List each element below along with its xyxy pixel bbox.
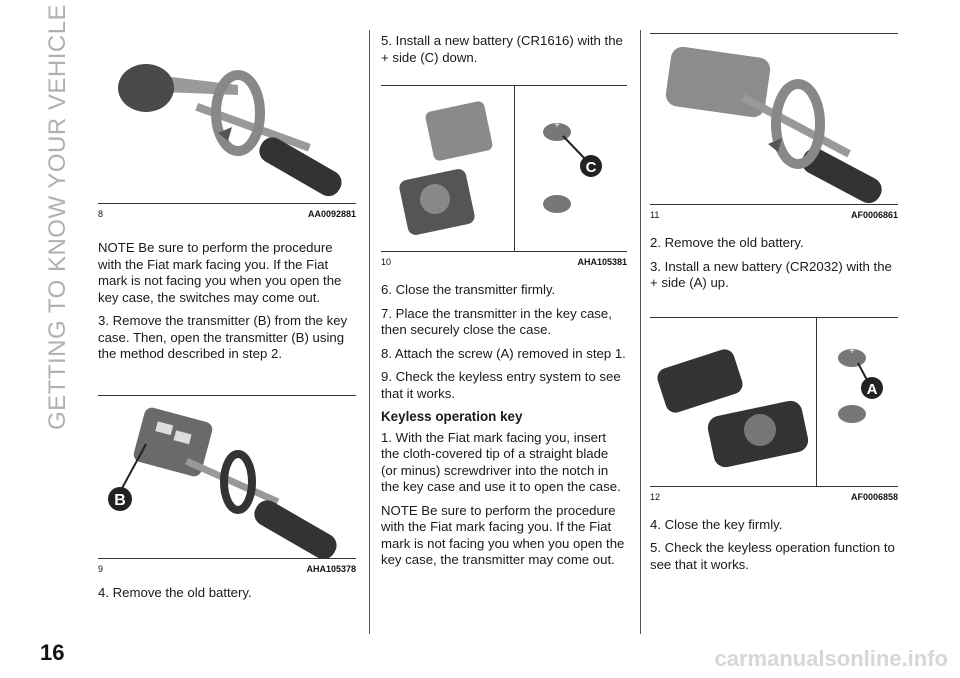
transmitter-screwdriver-illustration (98, 396, 356, 558)
step-8-paragraph: 8. Attach the screw (A) removed in step 1. (381, 345, 626, 361)
figure-code: AHA105381 (577, 257, 627, 267)
figure-12 (650, 317, 898, 502)
plus-marking: + (554, 120, 560, 131)
figure-number: 10 (381, 257, 392, 267)
figure-number: 11 (650, 210, 660, 220)
keyless-battery-illustration (650, 318, 898, 486)
step-7-paragraph: 7. Place the transmitter in the key case, then securely close the case. (381, 305, 612, 337)
step-6-paragraph: 6. Close the transmitter firmly. (381, 282, 556, 297)
battery-install-illustration (381, 86, 627, 251)
plus-marking: + (849, 345, 855, 357)
step-3-paragraph: 3. Remove the transmitter (B) from the key case. Then, open the transmitter (B) using the method described in step 2. (98, 313, 348, 361)
step-2-paragraph: 2. Remove the old battery. (650, 235, 804, 250)
column-2 (381, 33, 627, 576)
column-divider-1 (369, 30, 370, 634)
section-heading: Keyless operation key (381, 409, 523, 424)
figure-code: AA0092881 (307, 209, 356, 219)
keyless-step-1-paragraph: 1. With the Fiat mark facing you, insert the cloth-covered tip of a straight blade (or minus) screwdriver into the notch in the key case and use it to open the case. (381, 429, 621, 494)
step-5-paragraph: 5. Check the keyless operation function to see that it works. (650, 540, 895, 572)
column-1 (98, 33, 356, 608)
callout-label-b: B (114, 491, 126, 509)
callout-label-c: C (585, 159, 597, 176)
keyless-note-paragraph: NOTE Be sure to perform the procedure with the Fiat mark facing you. If the Fiat mark is not facing you when you open the key case, the transmitter may come out. (381, 502, 625, 567)
watermark: carmanualsonline.info (714, 646, 948, 671)
section-side-tab: GETTING TO KNOW YOUR VEHICLE (44, 3, 71, 430)
figure-11 (650, 33, 898, 220)
figure-10 (381, 85, 627, 267)
step-4-paragraph: 4. Remove the old battery. (98, 584, 252, 600)
step-5-paragraph: 5. Install a new battery (CR1616) with the + side (C) down. (381, 33, 623, 65)
column-3 (650, 33, 898, 580)
figure-number: 9 (98, 563, 104, 574)
step-3-paragraph: 3. Install a new battery (CR2032) with the + side (A) up. (650, 258, 892, 290)
figure-code: AF0006858 (850, 491, 898, 502)
column-divider-2 (640, 30, 641, 634)
figure-code: AF0006861 (850, 210, 898, 220)
page-number: 16 (40, 640, 65, 665)
key-screwdriver-illustration (98, 33, 356, 203)
callout-label-a: A (866, 380, 878, 398)
step-4-paragraph: 4. Close the key firmly. (650, 516, 783, 532)
figure-8 (98, 33, 356, 219)
figure-number: 12 (650, 491, 661, 502)
step-9-paragraph: 9. Check the keyless entry system to see that it works. (381, 369, 621, 401)
note-paragraph: NOTE Be sure to perform the procedure with the Fiat mark facing you. If the Fiat mark is not facing you when you open the key case, the switches may come out. (98, 240, 342, 305)
figure-number: 8 (98, 209, 104, 219)
figure-code: AHA105378 (306, 563, 356, 574)
keyless-key-screwdriver-illustration (650, 34, 898, 204)
figure-9 (98, 395, 356, 574)
